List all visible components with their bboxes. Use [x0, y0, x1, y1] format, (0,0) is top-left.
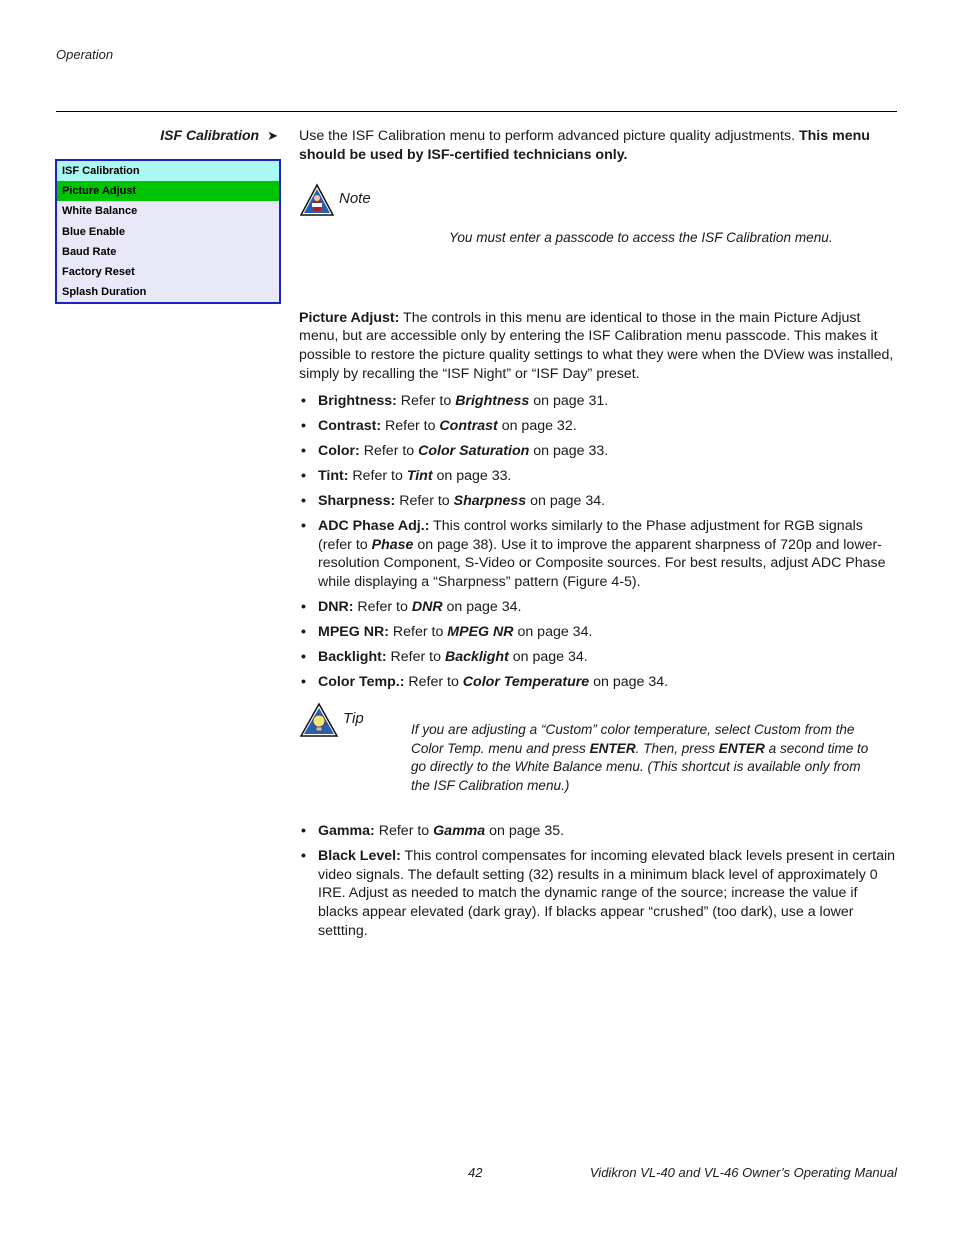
menu-item-white-balance[interactable]: White Balance	[62, 205, 138, 218]
tip-callout	[299, 702, 897, 822]
list-item: • Backlight: Refer to Backlight on page 34.	[299, 648, 897, 667]
settings-list-continued	[299, 822, 897, 941]
tip-label: Tip	[343, 710, 364, 728]
section-heading-text: ISF Calibration	[160, 127, 260, 143]
list-item: • ADC Phase Adj.: This control works similarly to the Phase adjustment for RGB signals (refer to Phase on page 38). Use it to improve the apparent sharpness of 720p and lower-resolution Component, S-Video or Composite sources. For best results, adjust ADC Phase while displaying a “Sharpness” pattern (Figure 4-5).	[299, 517, 897, 592]
lightbulb-icon	[299, 702, 339, 738]
list-item: • Color: Refer to Color Saturation on page 33.	[299, 442, 897, 461]
intro-text: Use the ISF Calibration menu to perform advanced picture quality adjustments.	[299, 128, 799, 144]
note-text: You must enter a passcode to access the ISF Calibration menu.	[449, 229, 833, 245]
page-number: 42	[468, 1165, 483, 1180]
running-head: Operation	[56, 47, 114, 62]
picture-adjust-term: Picture Adjust:	[299, 309, 400, 326]
intro-bold-text: This menu should be used by ISF-certified technicians only.	[299, 128, 870, 163]
tip-text: If you are adjusting a “Custom” color temperature, select Custom from the Color Temp. menu and press ENTER. Then, press ENTER a second time to go directly to the White Balance menu. (This shortcut is available only from the ISF Calibration menu.)	[411, 721, 869, 794]
menu-item-factory-reset[interactable]: Factory Reset	[62, 265, 135, 278]
list-item: • Sharpness: Refer to Sharpness on page 34.	[299, 492, 897, 511]
section-heading	[56, 127, 278, 144]
note-label: Note	[339, 190, 371, 208]
header-rule	[56, 111, 897, 112]
menu-title: ISF Calibration	[57, 161, 279, 181]
note-callout	[299, 183, 897, 309]
picture-adjust-text: The controls in this menu are identical to those in the main Picture Adjust menu, but are accessible only by entering the ISF Calibration menu passcode. This makes it possible to restore the picture quality settings to what they were when the DView was installed, simply by recalling the “ISF Night” or “ISF Day” preset.	[299, 309, 894, 382]
list-item: • Tint: Refer to Tint on page 33.	[299, 467, 897, 486]
list-item: • Color Temp.: Refer to Color Temperature on page 34.	[299, 673, 897, 692]
picture-adjust-paragraph	[299, 309, 897, 384]
tip-icon-group	[299, 702, 364, 738]
list-item: • Brightness: Refer to Brightness on page 31.	[299, 392, 897, 411]
list-item: • MPEG NR: Refer to MPEG NR on page 34.	[299, 623, 897, 642]
isf-calibration-menu	[55, 159, 281, 304]
list-item: • DNR: Refer to DNR on page 34.	[299, 598, 897, 617]
settings-list	[299, 392, 897, 692]
intro-paragraph	[299, 127, 897, 165]
menu-item-blue-enable[interactable]: Blue Enable	[62, 225, 125, 238]
list-item: • Contrast: Refer to Contrast on page 32.	[299, 417, 897, 436]
list-item: • Black Level: This control compensates for incoming elevated black levels present in certain video signals. The default setting (32) results in a minimum black level of approximately 0 IRE. Adjust as needed to match the dynamic range of the source; increase the value if blacks appear elevated (dark gray). If blacks appear “crushed” (too dark), use a lower settting.	[299, 847, 897, 941]
menu-item-picture-adjust[interactable]: Picture Adjust	[57, 181, 279, 201]
note-icon-group	[299, 183, 371, 217]
menu-item-baud-rate[interactable]: Baud Rate	[62, 245, 117, 258]
menu-item-splash-duration[interactable]: Splash Duration	[62, 286, 147, 299]
arrow-right-icon: ➤	[267, 128, 278, 143]
manual-title: Vidikron VL-40 and VL-46 Owner’s Operating Manual	[589, 1165, 897, 1180]
note-icon	[299, 183, 335, 217]
list-item: • Gamma: Refer to Gamma on page 35.	[299, 822, 897, 841]
main-content	[299, 127, 897, 947]
